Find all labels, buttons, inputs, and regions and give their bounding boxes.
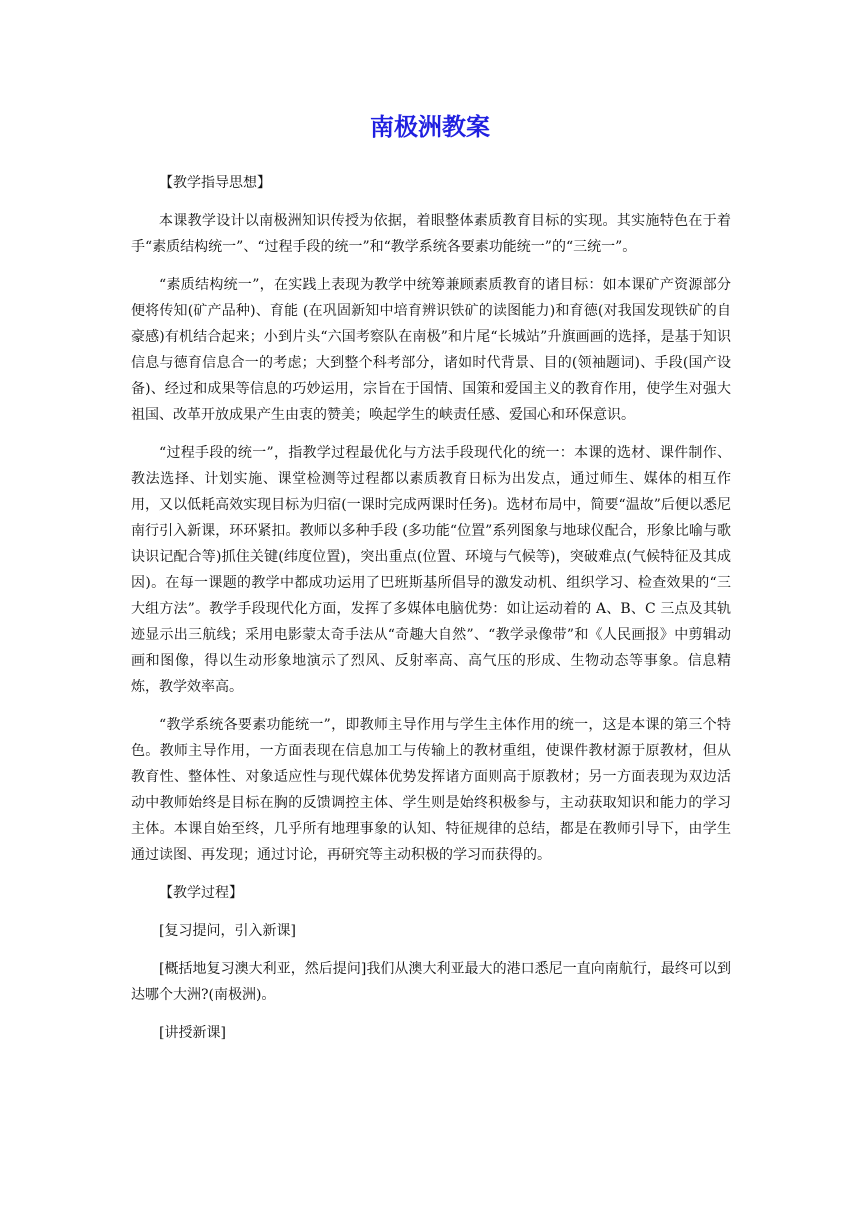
paragraph-intro: 本课教学设计以南极洲知识传授为依据，着眼整体素质教育目标的实现。其实施特色在于着手“素质结构统一”、“过程手段的统一”和“教学系统各要素功能统一”的“三统一”。	[131, 213, 731, 255]
paragraph-system-elements: “教学系统各要素功能统一”，即教师主导作用与学生主体作用的统一，这是本课的第三个特色。教师主导作用，一方面表现在信息加工与传输上的教材重组，使课件教材源于原教材，但从教育性、整体性、对象适应性与现代媒体优势发挥诸方面则高于原教材；另一方面表现为双边活动中教师始终是目标在胸的反馈调控主体、学生则是始终积极参与，主动获取知识和能力的学习主体。本课自始至终，几乎所有地理事象的认知、特征规律的总结，都是在教师引导下，由学生通过读图、再发现；通过讨论，再研究等主动积极的学习而获得的。	[131, 717, 731, 863]
paragraph-australia-question: [概括地复习澳大利亚，然后提问]我们从澳大利亚最大的港口悉尼一直向南航行，最终可以到达哪个大洲?(南极洲)。	[131, 961, 731, 1003]
section-heading-guiding-thought: 【教学指导思想】	[159, 175, 271, 191]
paragraph-process-means: “过程手段的统一”，指教学过程最优化与方法手段现代化的统一：本课的选材、课件制作、教法选择、计划实施、课堂检测等过程都以素质教育日标为出发点，通过师生、媒体的相互作用，又以低耗高效实现目标为归宿(一课时完成两课时任务)。选材布局中，简要“温故”后便以悉尼南行引入新课，环环紧扣。教师以多种手段 (多功能“位置”系列图象与地球仪配合，形象比喻与歌诀识记配合等)抓住关键(纬度位置)，突出重点(位置、环境与气候等)，突破难点(气候特征及其成因)。在每一课题的教学中都成功运用了巴班斯基所倡导的激发动机、组织学习、检查效果的“三大组方法”。教学手段现代化方面，发挥了多媒体电脑优势：如让运动着的 A、B、C 三点及其轨迹显示出三航线；采用电影蒙太奇手法从“奇趣大自然”、“教学录像带”和《人民画报》中剪辑动画和图像，得以生动形象地演示了烈风、反射率高、高气压的形成、生物动态等事象。信息精炼，教学效率高。	[131, 445, 731, 695]
paragraph-quality-structure: “素质结构统一”，在实践上表现为教学中统筹兼顾素质教育的诸目标：如本课矿产资源部分便将传知(矿产品种)、育能 (在巩固新知中培育辨识铁矿的读图能力)和育德(对我国发现铁矿的自豪感)有机结合起来；小到片头“六国考察队在南极”和片尾“长城站”升旗画画的选择，是基于知识信息与德育信息合一的考虑；大到整个科考部分，诸如时代背景、目的(领袖题词)、手段(国产设备)、经过和成果等信息的巧妙运用，宗旨在于国情、国策和爱国主义的教育作用，使学生对强大祖国、改革开放成果产生由衷的赞美；唤起学生的峡责任感、爱国心和环保意识。	[131, 277, 731, 423]
section-heading-teaching-process: 【教学过程】	[159, 885, 243, 901]
paragraph-new-lesson: [讲授新课]	[159, 1025, 226, 1041]
document-title: 南极洲教案	[370, 113, 490, 141]
document-body	[131, 170, 731, 1058]
paragraph-review-question: [复习提问，引入新课]	[159, 923, 296, 939]
